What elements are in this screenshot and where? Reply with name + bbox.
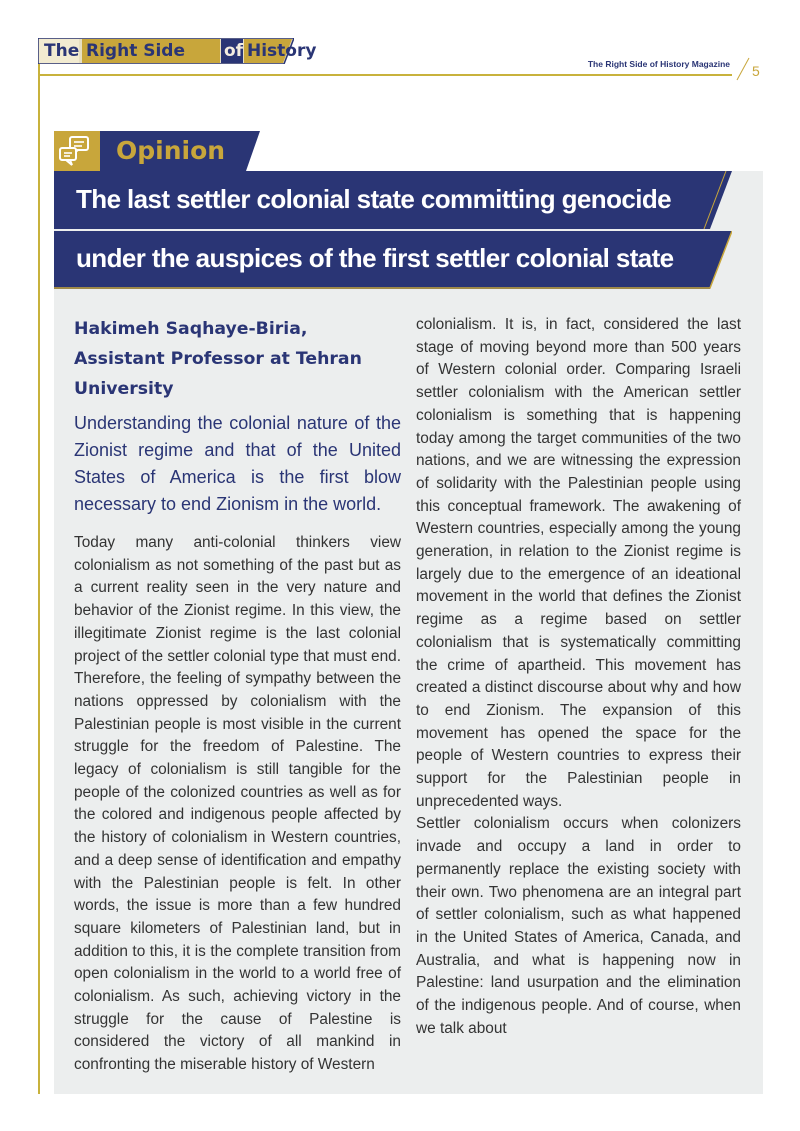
author-byline: Hakimeh Saqhaye-Biria, Assistant Professor at Tehran University — [74, 319, 362, 399]
article-paragraph-1-part-1: Today many anti-colonial thinkers view colonialism as not something of the past but as a current reality seen in the very nature and behavior of the Zionist regime. In this view, the illegitimate Zionist regime is the last colonial project of the settler colonial type that must end. Therefore, the feeling of sympathy between the nations oppressed by colonialism with the Palestinian people is most visible in the current struggle for the freedom of Palestine. The legacy of colonialism is still tangible for the people of the colonized countries as well as for the colored and indigenous people affected by the history of colonialism in Western countries, and a deep sense of identification and empathy with the Palestinian people is felt. In other words, the issue is more than a few hundred square kilometers of Palestinian land, but in addition to this, it is the complete transition from open colonialism in the world to a world free of colonialism. As such, achieving victory in the struggle for the cause of Palestine is considered the victory of all mankind in confronting the miserable history of Western — [74, 534, 401, 1074]
article-column-right — [416, 314, 741, 1041]
headline-line-2: under the auspices of the first settler colonial state — [76, 243, 674, 273]
article-body-left — [74, 532, 401, 1077]
masthead-word-the: The — [44, 41, 80, 61]
masthead-word-of: of — [224, 41, 244, 61]
masthead-logo[interactable] — [38, 38, 317, 64]
masthead-word-right-side: Right Side — [86, 41, 186, 61]
page-number: 5 — [752, 63, 760, 79]
magazine-name: The Right Side of History Magazine — [587, 59, 730, 69]
page-number-slash — [735, 56, 751, 82]
article-paragraph-2: Settler colonialism occurs when colonizers invade and occupy a land in order to permanently replace the existing society with their own. Two phenomena are an integral part of settler colonialism, such as what happened in the United States of America, Canada, and Australia, and what is happening now in Palestine: land usurpation and the elimination of the indigenous people. And of course, when we talk about — [416, 815, 741, 1037]
frame-vertical-rule — [38, 64, 40, 1094]
frame-horizontal-rule — [38, 74, 732, 76]
speech-bubbles-icon — [56, 134, 96, 168]
masthead-word-history: History — [247, 41, 317, 61]
article-body-right — [416, 314, 741, 1041]
section-label: Opinion — [116, 136, 226, 165]
article-paragraph-1-part-2: colonialism. It is, in fact, considered the last stage of moving beyond more than 500 years of Western colonial order. Comparing Israeli settler colonialism with the American settler colonialism is something that is happening today among the target communities of the two nations, and we are witnessing the expression of solidarity with the Palestinian people using this conceptual framework. The awakening of Western countries, especially among the young generation, in relation to the Zionist regime is largely due to the emergence of an ideational movement in the world that defines the Zionist regime as a regime based on settler colonialism that is systematically committing the crime of apartheid. This movement has created a distinct discourse about why and how to end Zionism. The expansion of this movement has opened the space for the people of Western countries to express their support for the Palestinian people in unprecedented ways. — [416, 316, 741, 810]
headline-line-1: The last settler colonial state committing genocide — [76, 184, 671, 214]
article-column-left — [74, 314, 401, 1077]
article-lead: Understanding the colonial nature of the Zionist regime and that of the United States of America is the first blow necessary to end Zionism in the world. — [74, 413, 401, 514]
